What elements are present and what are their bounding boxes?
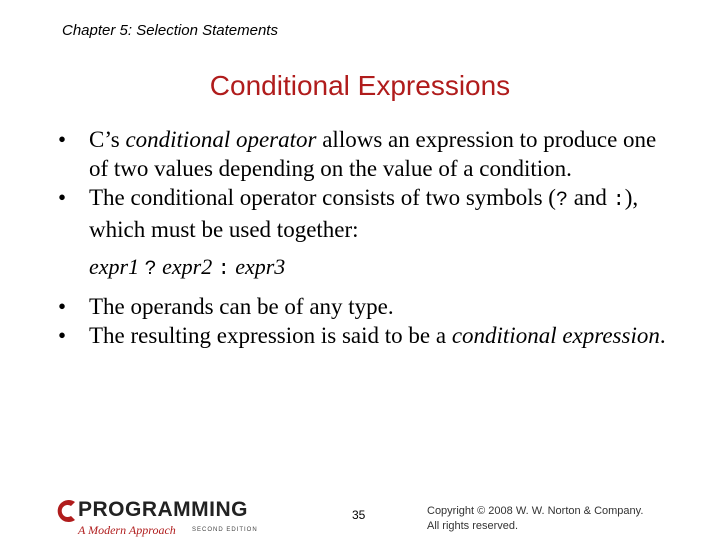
copyright-line: Copyright © 2008 W. W. Norton & Company.: [427, 505, 644, 517]
bullet-dot: •: [58, 294, 67, 319]
code-symbol: :: [612, 189, 625, 212]
chapter-header: Chapter 5: Selection Statements: [62, 22, 278, 39]
page-number: 35: [352, 508, 366, 522]
copyright-line: All rights reserved.: [427, 520, 519, 532]
bullet-text: [89, 183, 678, 244]
bullet-dot: •: [58, 185, 67, 210]
emphasis-text: conditional expression: [451, 323, 660, 348]
bullet-item: [58, 292, 678, 321]
logo-edition: SECOND EDITION: [192, 527, 258, 533]
bullet-item: [58, 321, 678, 350]
bullet-item: [58, 183, 678, 244]
text-span: C’s: [89, 127, 126, 152]
bullet-text: [89, 125, 678, 183]
expr-operand: expr3: [235, 254, 286, 279]
text-span: .: [659, 323, 666, 348]
copyright-notice: [427, 504, 643, 534]
text-span: and: [567, 185, 613, 210]
bullet-item: [58, 125, 678, 183]
expr-operand: expr2: [162, 254, 213, 279]
text-span: allows an expression to produce one of two values depending on the value of a condition.: [89, 127, 657, 181]
slide-body: [58, 125, 678, 350]
bullet-text: The operands can be of any type.: [89, 294, 394, 319]
text-span: The conditional operator consists of two symbols (: [89, 185, 556, 210]
bullet-dot: •: [58, 127, 67, 152]
logo-subtitle: A Modern Approach: [78, 523, 176, 537]
code-symbol: ?: [144, 258, 157, 281]
code-symbol: :: [217, 258, 230, 281]
emphasis-text: conditional operator: [125, 127, 317, 152]
logo-main-text: PROGRAMMING: [78, 498, 248, 521]
text-span: The resulting expression is said to be a: [89, 323, 452, 348]
bullet-text: [89, 321, 678, 350]
text-span: ), which must be used together:: [89, 185, 639, 242]
expr-operand: expr1: [89, 254, 140, 279]
c-logo-icon: [56, 498, 78, 524]
slide-title: Conditional Expressions: [209, 70, 511, 101]
code-symbol: ?: [555, 189, 568, 212]
book-logo: [56, 496, 268, 542]
bullet-dot: •: [58, 323, 67, 348]
code-expression: [89, 252, 678, 284]
